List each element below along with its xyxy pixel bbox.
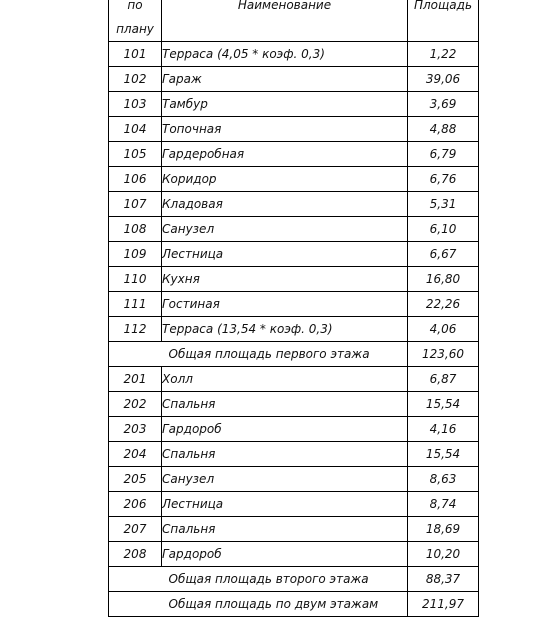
room-area: 6,76 (408, 167, 479, 192)
room-name: Топочная (162, 117, 408, 142)
room-number: 111 (109, 292, 162, 317)
room-name: Коридор (162, 167, 408, 192)
room-area: 15,54 (408, 392, 479, 417)
room-area: 3,69 (408, 92, 479, 117)
room-name: Тамбур (162, 92, 408, 117)
room-area: 6,67 (408, 242, 479, 267)
room-area: 39,06 (408, 67, 479, 92)
table-row (109, 367, 479, 392)
table-header-row (109, 0, 479, 42)
table-row (109, 467, 479, 492)
room-number: 202 (109, 392, 162, 417)
room-number: 103 (109, 92, 162, 117)
room-name: Гостиная (162, 292, 408, 317)
room-area: 10,20 (408, 542, 479, 567)
room-name: Терраса (4,05 * коэф. 0,3) (162, 42, 408, 67)
room-area: 8,74 (408, 492, 479, 517)
header-name: Наименование (162, 0, 408, 42)
room-number: 205 (109, 467, 162, 492)
room-name: Терраса (13,54 * коэф. 0,3) (162, 317, 408, 342)
room-number: 105 (109, 142, 162, 167)
total-blank-cell (109, 342, 162, 367)
room-number: 102 (109, 67, 162, 92)
room-area: 18,69 (408, 517, 479, 542)
table-row (109, 417, 479, 442)
room-name: Кухня (162, 267, 408, 292)
table-row (109, 67, 479, 92)
room-name: Гардороб (162, 417, 408, 442)
room-area: 8,63 (408, 467, 479, 492)
room-number: 101 (109, 42, 162, 67)
room-number: 207 (109, 517, 162, 542)
table-row (109, 142, 479, 167)
room-number: 110 (109, 267, 162, 292)
table-row (109, 292, 479, 317)
total-label: Общая площадь первого этажа (162, 342, 408, 367)
table-row (109, 317, 479, 342)
room-area: 4,06 (408, 317, 479, 342)
header-number-line2: плану (116, 22, 154, 36)
total-blank-cell (109, 592, 162, 617)
table-row (109, 42, 479, 67)
room-name: Гараж (162, 67, 408, 92)
room-name: Кладовая (162, 192, 408, 217)
header-number (109, 0, 162, 42)
total-area: 211,97 (408, 592, 479, 617)
room-number: 108 (109, 217, 162, 242)
table-row (109, 392, 479, 417)
table-row (109, 217, 479, 242)
room-area: 1,22 (408, 42, 479, 67)
room-area: 16,80 (408, 267, 479, 292)
table-row (109, 92, 479, 117)
table-row (109, 242, 479, 267)
room-area: 4,88 (408, 117, 479, 142)
room-area: 6,87 (408, 367, 479, 392)
room-area: 6,79 (408, 142, 479, 167)
header-number-line1: по (127, 0, 143, 12)
total-label: Общая площадь по двум этажам (162, 592, 408, 617)
total-label: Общая площадь второго этажа (162, 567, 408, 592)
room-number: 112 (109, 317, 162, 342)
room-number: 109 (109, 242, 162, 267)
room-area: 6,10 (408, 217, 479, 242)
room-name: Спальня (162, 517, 408, 542)
room-name: Лестница (162, 242, 408, 267)
area-table (108, 0, 479, 617)
table-row (109, 442, 479, 467)
room-name: Гардороб (162, 542, 408, 567)
room-number: 106 (109, 167, 162, 192)
room-number: 107 (109, 192, 162, 217)
floor1-total-row (109, 342, 479, 367)
total-blank-cell (109, 567, 162, 592)
header-area: Площадь (408, 0, 479, 42)
table-row (109, 517, 479, 542)
room-number: 203 (109, 417, 162, 442)
total-area: 123,60 (408, 342, 479, 367)
room-name: Лестница (162, 492, 408, 517)
room-area: 15,54 (408, 442, 479, 467)
room-area: 22,26 (408, 292, 479, 317)
room-name: Спальня (162, 442, 408, 467)
grand-total-row (109, 592, 479, 617)
room-name: Гардеробная (162, 142, 408, 167)
table-row (109, 192, 479, 217)
room-number: 201 (109, 367, 162, 392)
room-number: 204 (109, 442, 162, 467)
table-row (109, 542, 479, 567)
table-row (109, 167, 479, 192)
room-number: 206 (109, 492, 162, 517)
room-name: Холл (162, 367, 408, 392)
table-body (109, 42, 479, 617)
table-row (109, 492, 479, 517)
room-number: 104 (109, 117, 162, 142)
room-area: 5,31 (408, 192, 479, 217)
floor2-total-row (109, 567, 479, 592)
table-row (109, 117, 479, 142)
room-area: 4,16 (408, 417, 479, 442)
table-row (109, 267, 479, 292)
room-number: 208 (109, 542, 162, 567)
room-name: Спальня (162, 392, 408, 417)
room-name: Санузел (162, 217, 408, 242)
total-area: 88,37 (408, 567, 479, 592)
room-schedule (108, 0, 478, 617)
room-name: Санузел (162, 467, 408, 492)
